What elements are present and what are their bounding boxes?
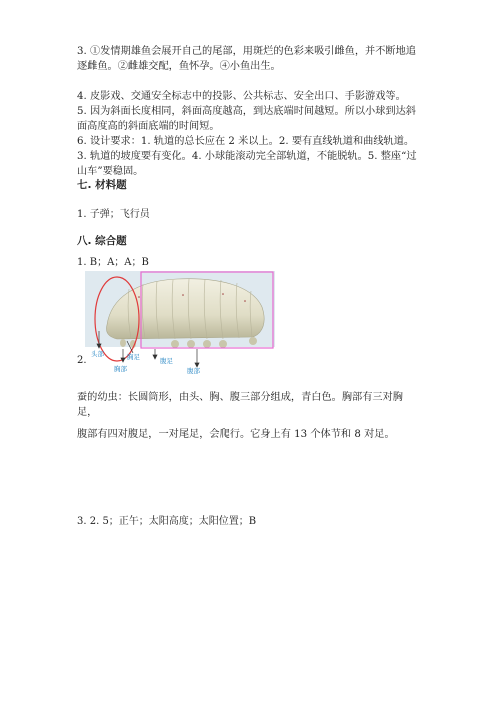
section-8-answer-1: 1. B；A；A；B xyxy=(77,257,149,268)
answer-5: 5. 因为斜面长度相同，斜面高度越高，到达底端时间越短。所以小球到达斜面高度高的斜面底端的时间短。 xyxy=(77,106,416,132)
answer-3: 3. ①发情期雄鱼会展开自己的尾部，用斑烂的色彩来吸引雌鱼，并不断地追逐雌鱼。②雌雄交配，鱼怀孕。④小鱼出生。 xyxy=(77,46,416,72)
label-abdomen: 腹部 xyxy=(187,367,200,375)
silkworm-diagram xyxy=(77,267,277,383)
section-8-answer-3: 3. 2. 5；正午；太阳高度；太阳位置；B xyxy=(77,516,257,527)
label-thoracic-legs: 胸足 xyxy=(127,353,140,361)
answer-6: 6. 设计要求：1. 轨道的总长应在 2 米以上。2. 要有直线轨道和曲线轨道。3. 轨道的坡度要有变化。4. 小球能滚动完全部轨道，不能脱轨。5. 整座“过山车”要稳固。 xyxy=(77,136,417,177)
label-abdominal-legs: 腹足 xyxy=(160,357,173,365)
label-thorax: 胸部 xyxy=(114,365,127,373)
section-7-heading: 七. 材料题 xyxy=(77,179,127,191)
answer-4: 4. 皮影戏、交通安全标志中的投影、公共标志、安全出口、手影游戏等。 xyxy=(77,91,406,102)
section-8-answer-2-number: 2. xyxy=(77,355,87,366)
section-7-answer-1: 1. 子弹；飞行员 xyxy=(77,209,150,220)
label-head: 头部 xyxy=(91,350,104,358)
silkworm-description-line-2: 腹部有四对腹足，一对尾足，会爬行。它身上有 13 个体节和 8 对足。 xyxy=(77,429,395,440)
silkworm-description-line-1: 蚕的幼虫：长圆筒形，由头、胸、腹三部分组成，青白色。胸部有三对胸足， xyxy=(77,392,403,418)
section-8-heading: 八. 综合题 xyxy=(77,235,127,247)
